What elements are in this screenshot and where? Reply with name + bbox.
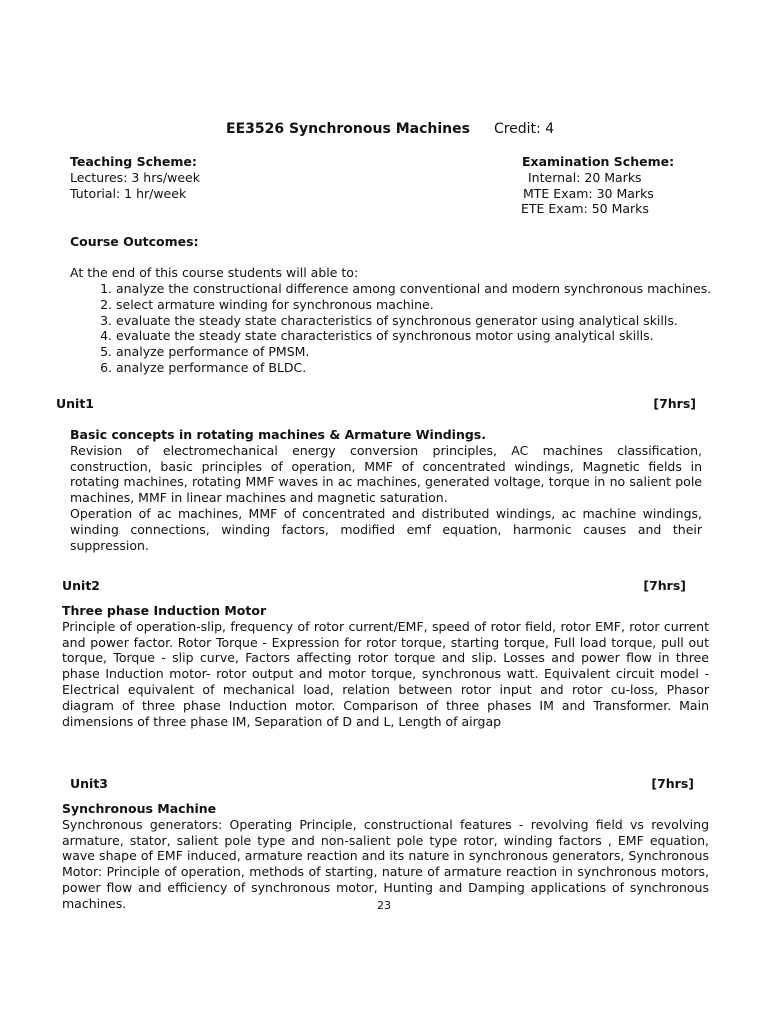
teaching-lectures: Lectures: 3 hrs/week <box>70 169 200 185</box>
unit-title: Synchronous Machine <box>62 801 217 816</box>
unit2-body <box>62 603 709 729</box>
examination-scheme <box>518 154 674 217</box>
page-number: 23 <box>377 899 391 912</box>
course-outcomes-intro: At the end of this course students will able to: <box>70 265 359 280</box>
unit-paragraph: Revision of electromechanical energy conversion principles, AC machines classification, construction, basic principles of operation, MMF of concentrated windings, Magnetic fields in rotating machines, rotating MMF waves in ac machines, generated voltage, torque in no salient pole machines, MMF in linear machines and magnetic saturation. <box>70 442 702 506</box>
outcome-item: 3. evaluate the steady state characteristics of synchronous generator using analytical skills. <box>116 313 756 329</box>
course-outcomes-heading: Course Outcomes: <box>70 234 199 249</box>
outcome-item: 6. analyze performance of BLDC. <box>116 360 756 376</box>
unit-hours: [7hrs] <box>653 396 696 411</box>
unit2-header <box>62 578 686 594</box>
unit-paragraph: Principle of operation-slip, frequency of rotor current/EMF, speed of rotor field, rotor EMF, rotor current and power factor. Rotor Torque - Expression for rotor torque, starting torque, Full load torque, pull out torque, Torque - slip curve, Factors affecting rotor torque and slip. Losses and power flow in three phase Induction motor- rotor output and motor torque, synchronous watt. Equivalent circuit model - Electrical equivalent of mechanical load, relation between rotor input and rotor cu-loss, Phasor diagram of three phase Induction motor. Comparison of three phases IM and Transformer. Main dimensions of three phase IM, Separation of D and L, Length of airgap <box>62 618 709 729</box>
outcome-item: 4. evaluate the steady state characteristics of synchronous motor using analytical skills. <box>116 328 756 344</box>
unit-paragraph: Operation of ac machines, MMF of concentrated and distributed windings, ac machine windings, winding connections, winding factors, modified emf equation, harmonic causes and their suppression. <box>70 505 702 553</box>
unit-hours: [7hrs] <box>643 578 686 593</box>
unit-title: Basic concepts in rotating machines & Armature Windings. <box>70 427 486 442</box>
outcome-item: 2. select armature winding for synchronous machine. <box>116 297 756 313</box>
unit-hours: [7hrs] <box>651 776 694 791</box>
unit-paragraph: Synchronous generators: Operating Principle, constructional features - revolving field vs revolving armature, stator, salient pole type and non-salient pole type rotor, winding factors , EMF equation, wave shape of EMF induced, armature reaction and its nature in synchronous generators, Synchronous Motor: Principle of operation, methods of starting, nature of armature reaction in synchronous motors, power flow and efficiency of synchronous motor, Hunting and Damping applications of synchronous machines. <box>62 816 709 911</box>
teaching-scheme-heading: Teaching Scheme: <box>70 154 197 169</box>
unit3-header <box>70 776 694 792</box>
course-credit: Credit: 4 <box>493 121 555 137</box>
unit1-body <box>70 427 702 553</box>
unit3-body <box>62 801 709 912</box>
unit-name: Unit3 <box>70 776 109 791</box>
exam-mte: MTE Exam: 30 Marks <box>523 185 654 201</box>
teaching-tutorial: Tutorial: 1 hr/week <box>70 185 187 201</box>
course-outcomes-list <box>70 281 756 376</box>
course-title-line <box>226 122 554 138</box>
unit-name: Unit2 <box>62 578 101 593</box>
outcome-item: 1. analyze the constructional difference among conventional and modern synchronous machines. <box>116 281 756 297</box>
unit-title: Three phase Induction Motor <box>62 603 267 618</box>
unit-name: Unit1 <box>56 396 95 411</box>
outcome-item: 5. analyze performance of PMSM. <box>116 344 756 360</box>
exam-scheme-heading: Examination Scheme: <box>522 154 675 169</box>
unit1-header <box>56 396 696 412</box>
course-title: EE3526 Synchronous Machines <box>226 121 470 137</box>
teaching-scheme <box>70 154 200 201</box>
exam-internal: Internal: 20 Marks <box>528 169 642 185</box>
exam-ete: ETE Exam: 50 Marks <box>521 201 649 217</box>
